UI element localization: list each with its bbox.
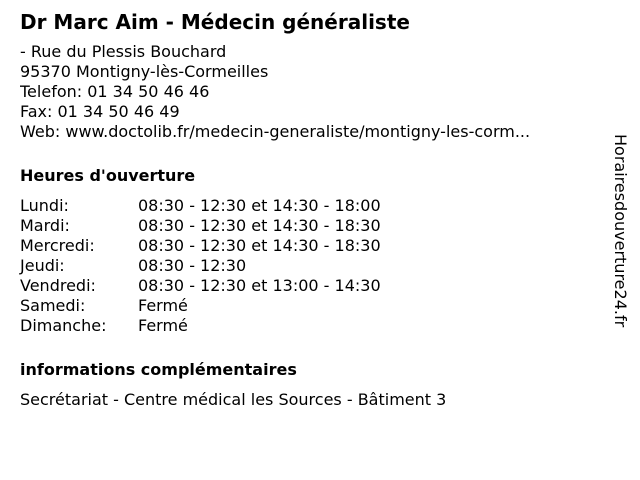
day-label: Mercredi:: [20, 236, 95, 255]
hours-row-tuesday: [20, 216, 600, 236]
phone-number: Telefon: 01 34 50 46 46: [20, 82, 210, 101]
time-value: Fermé: [138, 316, 188, 335]
day-label: Lundi:: [20, 196, 69, 215]
hours-row-saturday: [20, 296, 600, 316]
day-label: Vendredi:: [20, 276, 96, 295]
day-label: Jeudi:: [20, 256, 65, 275]
day-label: Samedi:: [20, 296, 86, 315]
time-value: 08:30 - 12:30 et 13:00 - 14:30: [138, 276, 381, 295]
opening-hours-heading: Heures d'ouverture: [20, 166, 196, 185]
additional-info-heading: informations complémentaires: [20, 360, 297, 379]
time-value: 08:30 - 12:30 et 14:30 - 18:30: [138, 216, 381, 235]
doctor-card: [20, 10, 600, 410]
brand-watermark: [608, 134, 632, 374]
day-label: Dimanche:: [20, 316, 107, 335]
hours-row-thursday: [20, 256, 600, 276]
hours-row-monday: [20, 196, 600, 216]
time-value: 08:30 - 12:30 et 14:30 - 18:30: [138, 236, 381, 255]
doctor-title: Dr Marc Aim - Médecin généraliste: [20, 10, 410, 34]
additional-info-text: Secrétariat - Centre médical les Sources - Bâtiment 3: [20, 390, 447, 409]
fax-number: Fax: 01 34 50 46 49: [20, 102, 180, 121]
city-address: 95370 Montigny-lès-Cormeilles: [20, 62, 269, 81]
brand-text[interactable]: Horairesdouverture24.fr: [611, 134, 630, 328]
time-value: Fermé: [138, 296, 188, 315]
street-address: - Rue du Plessis Bouchard: [20, 42, 227, 61]
hours-row-friday: [20, 276, 600, 296]
website-link[interactable]: Web: www.doctolib.fr/medecin-generaliste/montigny-les-corm...: [20, 122, 531, 141]
hours-row-wednesday: [20, 236, 600, 256]
time-value: 08:30 - 12:30: [138, 256, 247, 275]
hours-row-sunday: [20, 316, 600, 336]
day-label: Mardi:: [20, 216, 70, 235]
time-value: 08:30 - 12:30 et 14:30 - 18:00: [138, 196, 381, 215]
